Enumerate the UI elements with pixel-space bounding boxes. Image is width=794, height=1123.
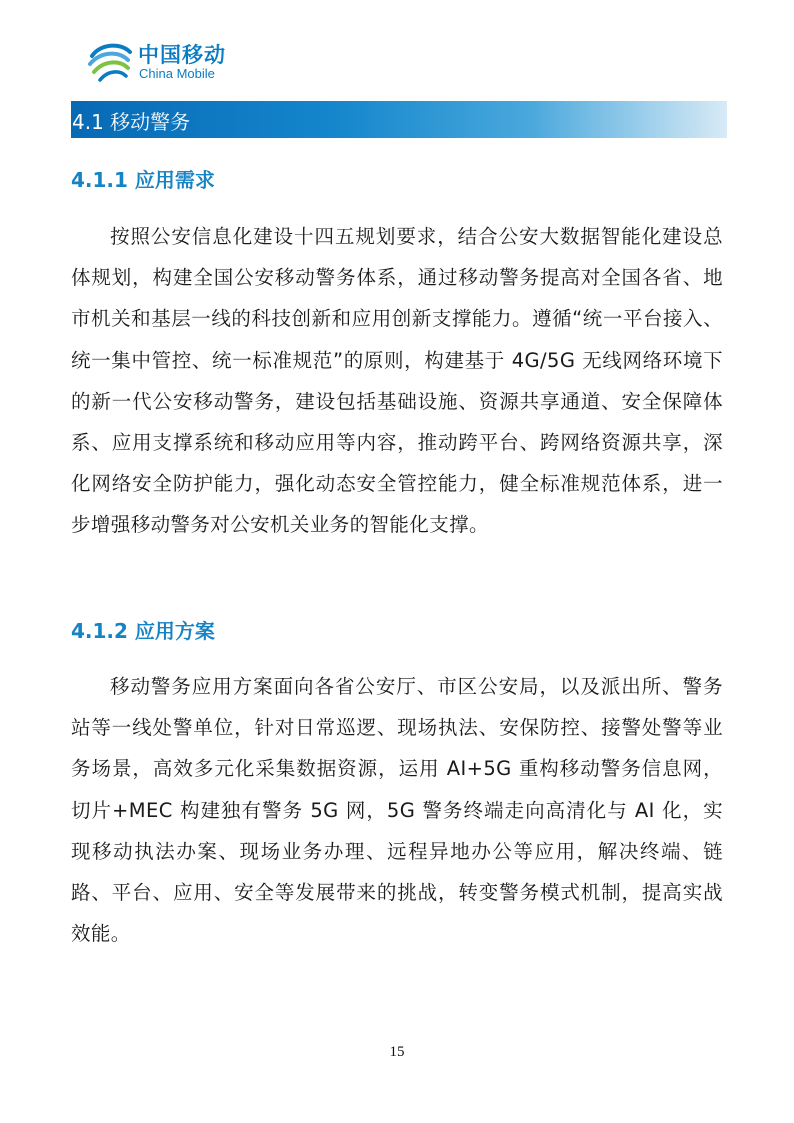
subsection-heading-requirements: 4.1.1 应用需求 (71, 168, 215, 192)
brand-name-cn: 中国移动 (138, 43, 226, 67)
page-number: 15 (389, 1044, 405, 1060)
section-title: 4.1 移动警务 (72, 110, 191, 134)
brand-name-en: China Mobile (139, 66, 215, 81)
subsection-heading-solution: 4.1.2 应用方案 (71, 619, 215, 643)
china-mobile-emblem-icon (86, 38, 134, 86)
section-header-bar (71, 101, 727, 138)
china-mobile-logo (86, 38, 246, 88)
paragraph-requirements: 按照公安信息化建设十四五规划要求，结合公安大数据智能化建设总体规划，构建全国公安移动警务体系，通过移动警务提高对全国各省、地市机关和基层一线的科技创新和应用创新支撑能力。遵循“统一平台接入、统一集中管控、统一标准规范”的原则，构建基于 4G/5G 无线网络环境下的新一代公安移动警务，建设包括基础设施、资源共享通道、安全保障体系、应用支撑系统和移动应用等内容，推动跨平台、跨网络资源共享，深化网络安全防护能力，强化动态安全管控能力，健全标准规范体系，进一步增强移动警务对公安机关业务的智能化支撑。 (71, 225, 723, 537)
paragraph-solution: 移动警务应用方案面向各省公安厅、市区公安局，以及派出所、警务站等一线处警单位，针对日常巡逻、现场执法、安保防控、接警处警等业务场景，高效多元化采集数据资源，运用 AI+5G 重构移动警务信息网，切片+MEC 构建独有警务 5G 网，5G 警务终端走向高清化与 AI 化，实现移动执法办案、现场业务办理、远程异地办公等应用，解决终端、链路、平台、应用、安全等发展带来的挑战，转变警务模式机制，提高实战效能。 (71, 675, 723, 946)
